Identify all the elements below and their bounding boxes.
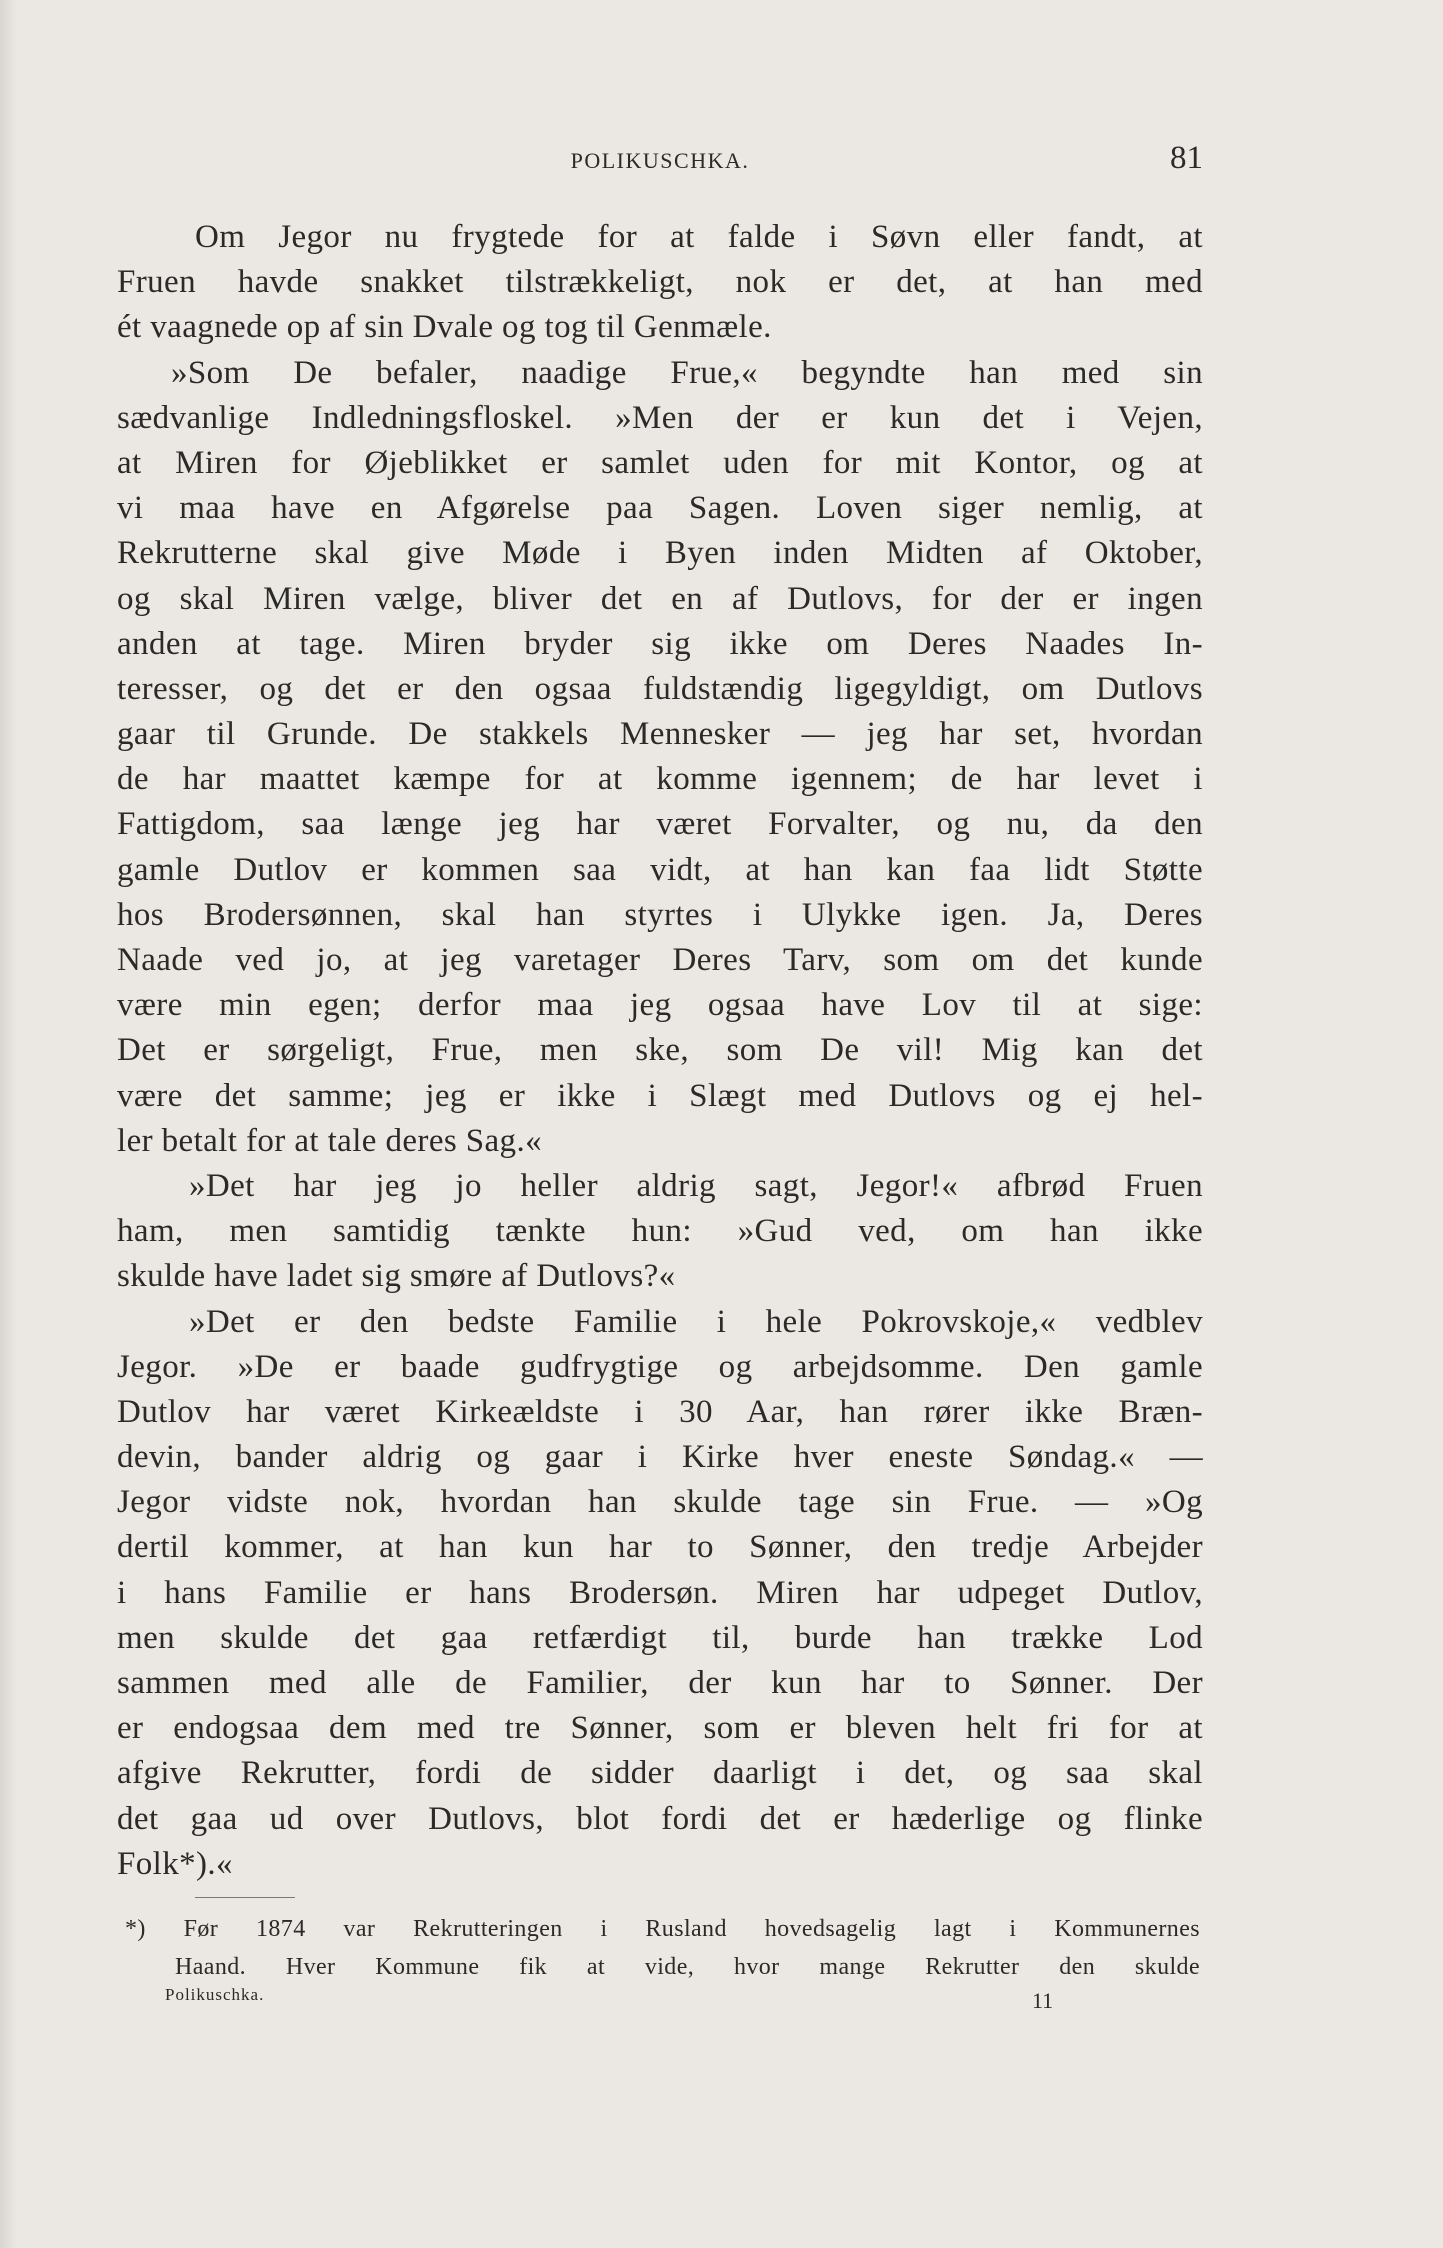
text-line: »Det har jeg jo heller aldrig sagt, Jegor!« afbrød Fruen [189,1167,1203,1204]
footnote-line: Haand. Hver Kommune fik at vide, hvor mange Rekrutter den skulde [175,1954,1200,1980]
text-line: »Det er den bedste Familie i hele Pokrovskoje,« vedblev [189,1303,1203,1340]
text-line: sammen med alle de Familier, der kun har to Sønner. Der [117,1665,1203,1701]
text-line: »Som De befaler, naadige Frue,« begyndte han med sin [171,354,1203,391]
text-line: være det samme; jeg er ikke i Slægt med Dutlovs og ej hel- [117,1077,1203,1114]
text-line: Folk*).« [117,1845,233,1882]
text-line: Rekrutterne skal give Møde i Byen inden Midten af Oktober, [117,535,1203,572]
footnote-divider [195,1897,295,1898]
page-header [117,140,1203,180]
text-line: Jegor vidste nok, hvordan han skulde tage sin Frue. — »Og [117,1484,1203,1521]
text-line: devin, bander aldrig og gaar i Kirke hver eneste Søndag.« — [117,1439,1203,1476]
text-line: gamle Dutlov er kommen saa vidt, at han kan faa lidt Støtte [117,851,1203,888]
text-line: gaar til Grunde. De stakkels Mennesker — jeg har set, hvordan [117,716,1203,753]
running-title: POLIKUSCHKA. [570,148,750,173]
text-line: vi maa have en Afgørelse paa Sagen. Loven siger nemlig, at [117,490,1203,527]
footnotes [125,1910,1200,1986]
text-line: Fruen havde snakket tilstrækkeligt, nok er det, at han med [117,264,1203,301]
text-line: at Miren for Øjeblikket er samlet uden for mit Kontor, og at [117,444,1203,481]
text-line: hos Brodersønnen, skal han styrtes i Ulykke igen. Ja, Deres [117,896,1203,933]
text-line: Jegor. »De er baade gudfrygtige og arbejdsomme. Den gamle [117,1348,1203,1385]
text-line: det gaa ud over Dutlovs, blot fordi det er hæderlige og flinke [117,1800,1203,1837]
text-line: de har maattet kæmpe for at komme igennem; de har levet i [117,761,1203,798]
text-line: Dutlov har været Kirkeældste i 30 Aar, han rører ikke Bræn- [117,1393,1203,1430]
text-line: og skal Miren vælge, bliver det en af Dutlovs, for der er ingen [117,580,1203,617]
text-line: Det er sørgeligt, Frue, men ske, som De vil! Mig kan det [117,1032,1203,1069]
text-line: Naade ved jo, at jeg varetager Deres Tarv, som om det kunde [117,942,1203,978]
text-line: ler betalt for at tale deres Sag.« [117,1122,543,1159]
text-line: anden at tage. Miren bryder sig ikke om Deres Naades In- [117,625,1203,662]
text-line: ham, men samtidig tænkte hun: »Gud ved, om han ikke [117,1213,1203,1250]
text-line: afgive Rekrutter, fordi de sidder daarligt i det, og saa skal [117,1755,1203,1792]
footnote-line: *) Før 1874 var Rekrutteringen i Rusland hovedsagelig lagt i Kommunernes [125,1916,1200,1942]
text-line: i hans Familie er hans Brodersøn. Miren har udpeget Dutlov, [117,1574,1203,1611]
page-number: 81 [1170,140,1203,176]
text-line: er endogsaa dem med tre Sønner, som er bleven helt fri for at [117,1710,1203,1747]
text-line: Om Jegor nu frygtede for at falde i Søvn eller fandt, at [195,219,1203,255]
text-line: Fattigdom, saa længe jeg har været Forvalter, og nu, da den [117,806,1203,843]
text-line: skulde have ladet sig smøre af Dutlovs?« [117,1258,676,1295]
body-text [117,215,1203,1887]
text-line: men skulde det gaa retfærdigt til, burde han trække Lod [117,1619,1203,1656]
page-edge-shadow [0,0,18,2248]
text-line: teresser, og det er den ogsaa fuldstændig ligegyldigt, om Dutlovs [117,670,1203,707]
text-line: være min egen; derfor maa jeg ogsaa have Lov til at sige: [117,987,1203,1024]
sheet-number: 11 [1032,1988,1054,2013]
signature-mark: Polikuschka. [165,1985,265,2004]
text-line: ét vaagnede op af sin Dvale og tog til Genmæle. [117,309,772,346]
text-line: dertil kommer, at han kun har to Sønner, den tredje Arbejder [117,1529,1203,1566]
text-line: sædvanlige Indledningsfloskel. »Men der er kun det i Vejen, [117,399,1203,436]
